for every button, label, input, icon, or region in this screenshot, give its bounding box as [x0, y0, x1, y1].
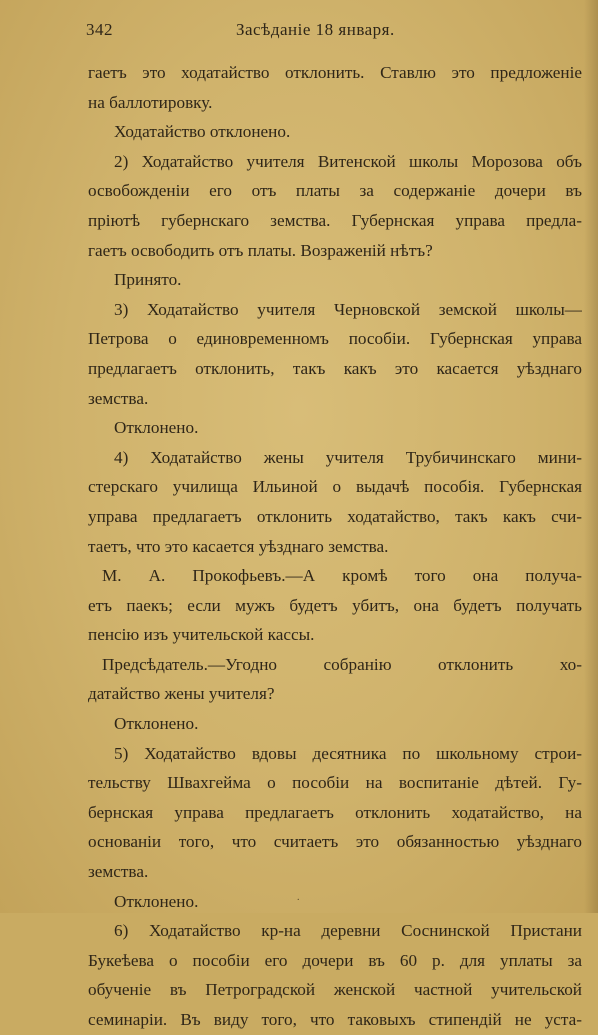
text-line: пенсію изъ учительской кассы.	[88, 625, 315, 645]
page-header	[0, 16, 598, 46]
text-line: 6) Ходатайство кр-на деревни Соснинской Пристани	[114, 921, 582, 941]
text-line: Отклонено.	[114, 418, 199, 438]
page-edge-shadow	[584, 0, 598, 913]
text-line: Отклонено.	[114, 891, 199, 911]
text-line: предлагаетъ отклонить, такъ какъ это касается уѣзднаго	[88, 358, 582, 378]
text-line: 3) Ходатайство учителя Черновской земской школы—	[114, 299, 582, 319]
text-line: стерскаго училища Ильиной о выдачѣ пособія. Губернская	[88, 477, 582, 497]
text-line: 2) Ходатайство учителя Витенской школы Морозова объ	[114, 151, 582, 171]
text-line: Ходатайство отклонено.	[114, 122, 291, 142]
text-line: етъ паекъ; если мужъ будетъ убитъ, она будетъ получать	[88, 595, 582, 615]
text-line: основаніи того, что считаетъ это обязанностью уѣзднаго	[88, 832, 582, 852]
text-line: 5) Ходатайство вдовы десятника по школьному строи-	[114, 743, 582, 763]
text-line: Петрова о единовременномъ пособіи. Губернская управа	[88, 329, 582, 349]
text-line: земства.	[88, 862, 149, 882]
text-line: Отклонено.	[114, 714, 199, 734]
text-line: таетъ, что это касается уѣзднаго земства.	[88, 536, 389, 556]
text-line: пріютѣ губернскаго земства. Губернская управа предла-	[88, 210, 582, 230]
footer-mark: .	[297, 892, 300, 903]
body-text	[88, 58, 582, 1035]
text-line: тельству Швахгейма о пособіи на воспитаніе дѣтей. Гу-	[88, 773, 582, 793]
text-line: Букеѣева о пособіи его дочери въ 60 р. для уплаты за	[88, 950, 582, 970]
speaker-line: Предсѣдатель.—Угодно собранію отклонить хо-	[102, 654, 582, 674]
page-number: 342	[86, 20, 113, 39]
speaker-line: М. А. Прокофьевъ.—А кромѣ того она получа-	[102, 566, 582, 586]
text-line: земства.	[88, 388, 149, 408]
text-line: бернская управа предлагаетъ отклонить ходатайство, на	[88, 802, 582, 822]
text-line: на баллотировку.	[88, 92, 213, 112]
text-line: управа предлагаетъ отклонить ходатайство, такъ какъ счи-	[88, 506, 582, 526]
running-head: Засѣданіе 18 января.	[236, 20, 395, 39]
text-line: освобожденіи его отъ платы за содержаніе дочери въ	[88, 181, 582, 201]
text-line: 4) Ходатайство жены учителя Трубичинскаго мини-	[114, 447, 582, 467]
text-line: семинаріи. Въ виду того, что таковыхъ стипендій не уста-	[88, 1010, 582, 1029]
text-line: гаетъ освободить отъ платы. Возраженій нѣтъ?	[88, 240, 433, 260]
text-line: датайство жены учителя?	[88, 684, 275, 704]
text-line: Принято.	[114, 270, 182, 290]
text-line: гаетъ это ходатайство отклонить. Ставлю это предложеніе	[88, 63, 582, 82]
text-line: обученіе въ Петроградской женской частной учительской	[88, 980, 582, 1000]
